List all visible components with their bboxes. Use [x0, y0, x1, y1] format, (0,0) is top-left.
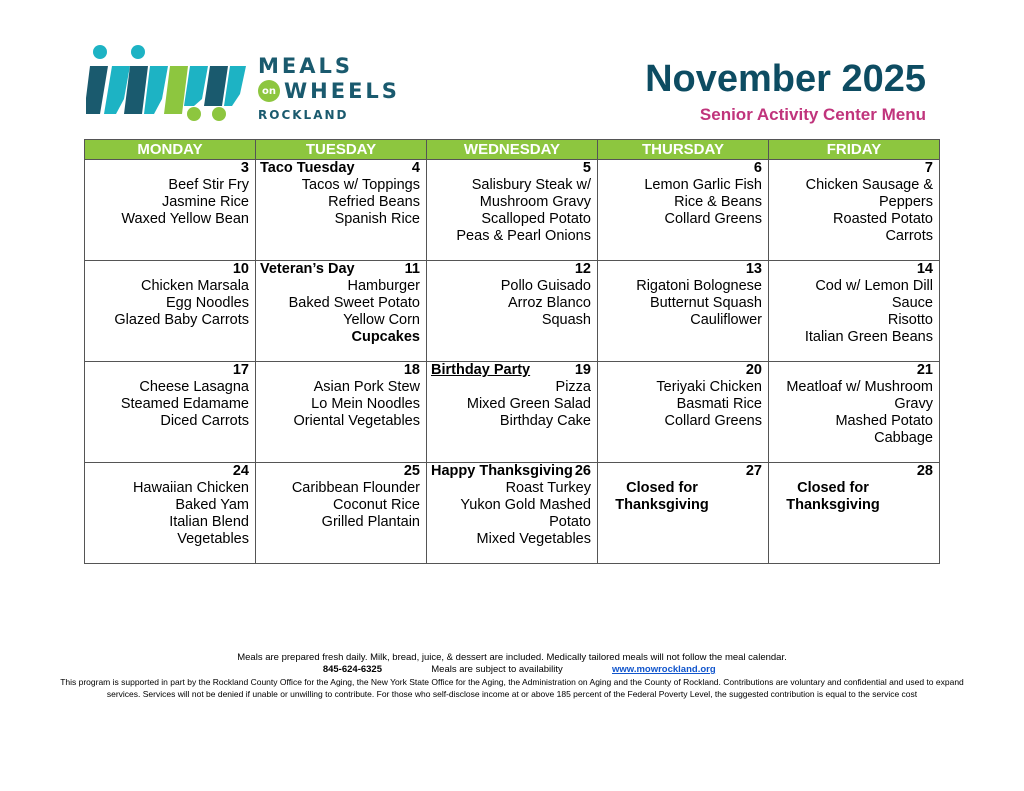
closed-notice: Thanksgiving [615, 497, 709, 513]
menu-item: Chicken Marsala [141, 278, 249, 294]
menu-item: Rice & Beans [674, 194, 762, 210]
day-cell [85, 160, 256, 261]
day-number: 21 [916, 362, 933, 378]
day-cell [769, 362, 940, 463]
day-header [602, 362, 762, 379]
menu-item: Birthday Cake [499, 413, 591, 429]
header-friday: FRIDAY [769, 140, 940, 160]
menu-item: Refried Beans [328, 194, 420, 210]
day-number: 5 [582, 160, 591, 176]
day-header [260, 261, 420, 278]
menu-item: Squash [541, 312, 591, 328]
day-number: 18 [403, 362, 420, 378]
closed-notice: Closed for [626, 480, 698, 496]
menu-item: Yukon Gold Mashed [460, 497, 591, 513]
menu-item: Yellow Corn [343, 312, 420, 328]
day-header [89, 463, 249, 480]
menu-item: Caribbean Flounder [291, 480, 420, 496]
menu-item: Waxed Yellow Bean [121, 211, 249, 227]
day-header [431, 261, 591, 278]
day-number: 17 [232, 362, 249, 378]
day-number: 27 [745, 463, 762, 479]
menu-item: Beef Stir Fry [168, 177, 249, 193]
day-cell [598, 261, 769, 362]
header-monday: MONDAY [85, 140, 256, 160]
footer-phone: 845-624-6325 [322, 664, 382, 675]
menu-item: Carrots [885, 228, 933, 244]
day-number: 24 [232, 463, 249, 479]
day-cell [256, 463, 427, 564]
day-cell [256, 160, 427, 261]
menu-item: Mixed Green Salad [466, 396, 591, 412]
menu-item: Hawaiian Chicken [132, 480, 249, 496]
day-cell [256, 261, 427, 362]
day-number: 10 [232, 261, 249, 277]
day-number: 20 [745, 362, 762, 378]
menu-calendar [84, 139, 940, 564]
week-row [85, 463, 940, 564]
menu-item: Salisbury Steak w/ [471, 177, 591, 193]
day-header [773, 160, 933, 177]
menu-item: Mashed Potato [835, 413, 933, 429]
menu-item: Jasmine Rice [161, 194, 249, 210]
menu-item: Hamburger [347, 278, 420, 294]
closed-notice: Thanksgiving [786, 497, 880, 513]
week-row [85, 160, 940, 261]
day-event-label: Taco Tuesday [260, 160, 355, 176]
menu-item: Glazed Baby Carrots [114, 312, 249, 328]
menu-item-special: Cupcakes [351, 329, 420, 345]
menu-item: Cod w/ Lemon Dill [815, 278, 933, 294]
brand-on-badge: on [258, 80, 280, 102]
menu-item: Mixed Vegetables [476, 531, 591, 547]
menu-item: Lo Mein Noodles [311, 396, 420, 412]
menu-item: Steamed Edamame [120, 396, 249, 412]
day-number: 11 [404, 261, 420, 277]
menu-item: Pizza [555, 379, 591, 395]
week-row [85, 362, 940, 463]
menu-item: Collard Greens [664, 211, 762, 227]
brand-meals: MEALS [258, 54, 354, 78]
menu-item: Oriental Vegetables [293, 413, 420, 429]
day-number: 19 [574, 362, 591, 378]
day-event-label: Happy Thanksgiving [431, 463, 573, 479]
day-header [260, 160, 420, 177]
day-cell [85, 362, 256, 463]
menu-item: Meatloaf w/ Mushroom [786, 379, 933, 395]
day-cell [598, 160, 769, 261]
day-header [89, 261, 249, 278]
menu-item: Cabbage [874, 430, 933, 446]
day-event-label: Birthday Party [431, 362, 531, 378]
day-cell [427, 160, 598, 261]
day-header [431, 362, 591, 379]
logo-mark-icon [86, 44, 256, 124]
menu-item: Diced Carrots [160, 413, 249, 429]
day-event-label: Veteran’s Day [260, 261, 355, 277]
menu-item: Peas & Pearl Onions [456, 228, 591, 244]
day-cell [427, 463, 598, 564]
footer-program-note: This program is supported in part by the Rockland County Office for the Aging, the New York State Office for the Aging, the Administration on Aging and the County of Rockland. Contributions are voluntary and confidential and used to expand services. Services will not be denied if unable or unwilling to contribute. For those who self-disclose income at or above 185 percent of the Federal Poverty Level, the suggested contribution is equal to the service cost [60, 677, 964, 699]
day-header [773, 261, 933, 278]
day-cell [85, 261, 256, 362]
day-number: 12 [574, 261, 591, 277]
footer-availability: Meals are subject to availability [431, 664, 563, 675]
day-number: 6 [753, 160, 762, 176]
day-number: 28 [916, 463, 933, 479]
menu-item: Asian Pork Stew [313, 379, 420, 395]
header-thursday: THURSDAY [598, 140, 769, 160]
day-header [773, 362, 933, 379]
brand-wheels: WHEELS [284, 79, 400, 103]
day-cell [256, 362, 427, 463]
day-cell [85, 463, 256, 564]
menu-item: Pollo Guisado [500, 278, 591, 294]
day-header [773, 463, 933, 480]
menu-item: Scalloped Potato [481, 211, 591, 227]
day-cell [769, 463, 940, 564]
day-cell [427, 362, 598, 463]
day-number: 4 [411, 160, 420, 176]
day-cell [427, 261, 598, 362]
header-tuesday: TUESDAY [256, 140, 427, 160]
menu-item: Arroz Blanco [507, 295, 591, 311]
day-header [89, 362, 249, 379]
menu-item: Risotto [887, 312, 933, 328]
menu-item: Baked Yam [175, 497, 249, 513]
weekday-header-row [85, 140, 940, 160]
header-wednesday: WEDNESDAY [427, 140, 598, 160]
menu-item: Gravy [894, 396, 933, 412]
day-number: 25 [403, 463, 420, 479]
day-header [602, 463, 762, 480]
day-cell [769, 160, 940, 261]
menu-item: Sauce [891, 295, 933, 311]
day-number: 3 [240, 160, 249, 176]
day-number: 7 [924, 160, 933, 176]
menu-item: Italian Blend [169, 514, 249, 530]
menu-item: Roasted Potato [833, 211, 933, 227]
week-row [85, 261, 940, 362]
day-header [260, 362, 420, 379]
menu-item: Basmati Rice [676, 396, 762, 412]
day-header [260, 463, 420, 480]
page-title: November 2025 [645, 58, 926, 100]
menu-item: Roast Turkey [505, 480, 591, 496]
menu-item: Chicken Sausage & [805, 177, 933, 193]
brand-rockland: ROCKLAND [258, 108, 349, 122]
menu-item: Coconut Rice [332, 497, 420, 513]
menu-item: Rigatoni Bolognese [636, 278, 762, 294]
day-cell [598, 362, 769, 463]
day-header [431, 463, 591, 480]
menu-item: Tacos w/ Toppings [301, 177, 420, 193]
menu-item: Lemon Garlic Fish [644, 177, 762, 193]
menu-item: Spanish Rice [334, 211, 420, 227]
menu-item: Collard Greens [664, 413, 762, 429]
menu-item: Vegetables [177, 531, 249, 547]
day-number: 14 [916, 261, 933, 277]
day-header [602, 261, 762, 278]
footer-website-link[interactable]: www.mowrockland.org [612, 664, 716, 675]
day-header [602, 160, 762, 177]
footer [60, 652, 964, 700]
day-header [431, 160, 591, 177]
menu-item: Butternut Squash [649, 295, 762, 311]
brand-text [258, 54, 400, 122]
menu-item: Cauliflower [690, 312, 762, 328]
day-cell [598, 463, 769, 564]
day-number: 26 [574, 463, 591, 479]
menu-item: Cheese Lasagna [139, 379, 249, 395]
day-number: 13 [745, 261, 762, 277]
menu-item: Mushroom Gravy [479, 194, 591, 210]
menu-item: Teriyaki Chicken [656, 379, 762, 395]
meals-on-wheels-logo [86, 44, 400, 124]
menu-item: Italian Green Beans [804, 329, 933, 345]
menu-item: Egg Noodles [165, 295, 249, 311]
day-header [89, 160, 249, 177]
menu-item: Potato [549, 514, 591, 530]
menu-item: Baked Sweet Potato [288, 295, 420, 311]
page-subtitle: Senior Activity Center Menu [699, 105, 926, 124]
menu-item: Peppers [878, 194, 933, 210]
menu-item: Grilled Plantain [321, 514, 420, 530]
day-cell [769, 261, 940, 362]
closed-notice: Closed for [797, 480, 869, 496]
footer-meals-note: Meals are prepared fresh daily. Milk, bread, juice, & dessert are included. Medically tailored meals will not follow the meal calendar. [237, 652, 787, 663]
